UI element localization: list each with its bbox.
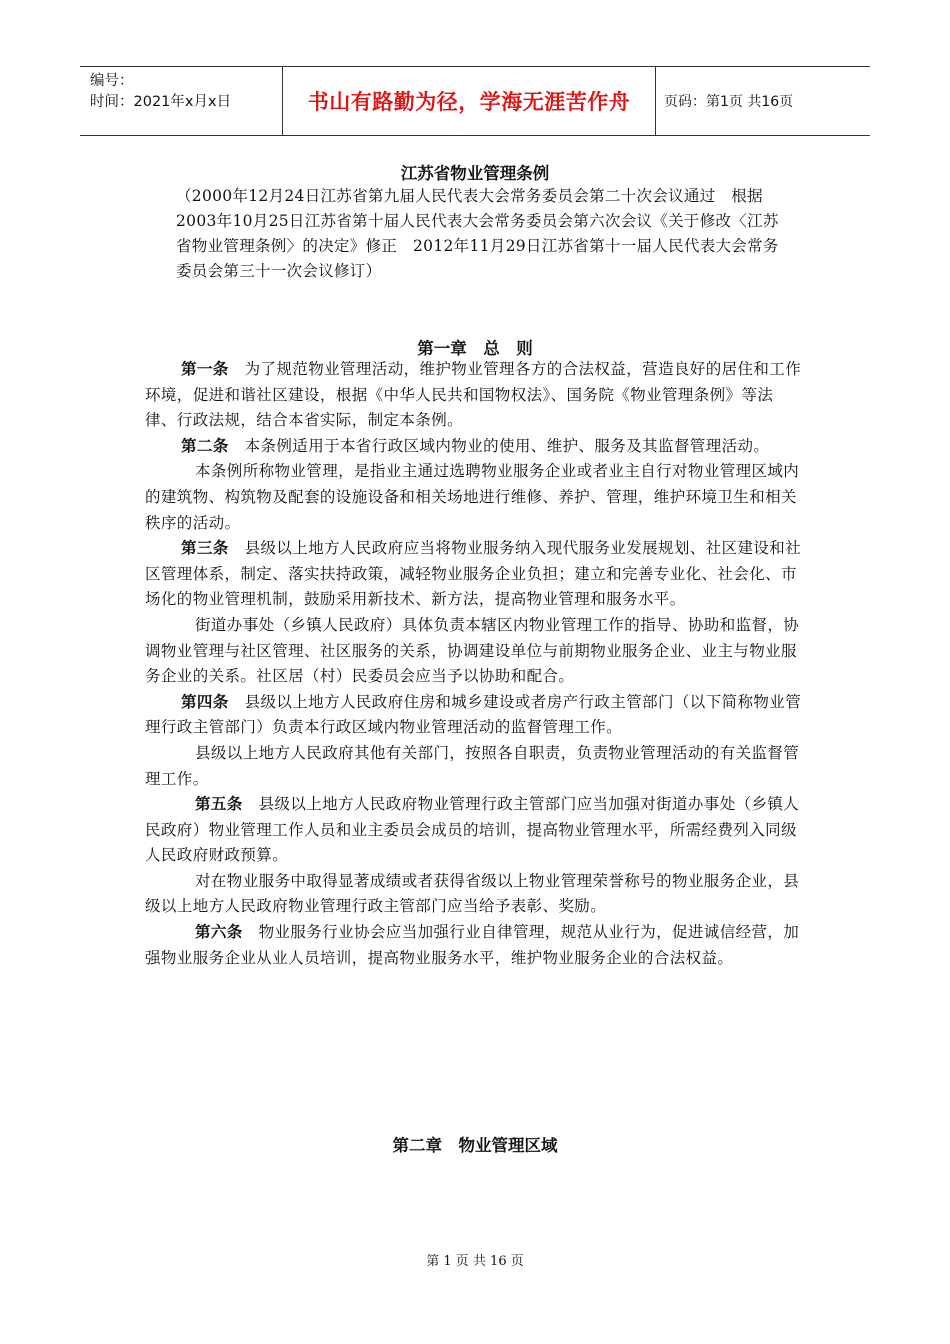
article-text: 本条例适用于本省行政区域内物业的使用、维护、服务及其监督管理活动。	[228, 436, 770, 455]
article-4	[145, 690, 805, 741]
time-label: 时间：2021年x月x日	[90, 94, 232, 110]
article-text: 为了规范物业管理活动，维护物业管理各方的合法权益，营造良好的居住和工作环境，促进和谐社区建设，根据《中华人民共和国物权法》、国务院《物业管理条例》等法律、行政法规，结合本省实际，制定本条例。	[145, 360, 802, 430]
article-2-para-2	[145, 459, 805, 536]
chapter-1-body	[145, 357, 805, 971]
article-3	[145, 536, 805, 613]
article-text: 县级以上地方人民政府住房和城乡建设或者房产行政主管部门（以下简称物业管理行政主管部门）负责本行政区域内物业管理活动的监督管理工作。	[145, 692, 802, 737]
article-text: 县级以上地方人民政府物业管理行政主管部门应当加强对街道办事处（乡镇人民政府）物业管理工作人员和业主委员会成员的培训，提高物业管理水平，所需经费列入同级人民政府财政预算。	[145, 795, 800, 865]
article-text: 县级以上地方人民政府其他有关部门，按照各自职责，负责物业管理活动的有关监督管理工作。	[145, 743, 800, 788]
article-text: 对在物业服务中取得显著成绩或者获得省级以上物业管理荣誉称号的物业服务企业，县级以上地方人民政府物业管理行政主管部门应当给予表彰、奖励。	[145, 871, 800, 916]
article-label: 第二条	[181, 436, 229, 455]
article-4-para-2	[145, 741, 805, 792]
article-text: 物业服务行业协会应当加强行业自律管理，规范从业行为，促进诚信经营，加强物业服务企业从业人员培训，提高物业服务水平，维护物业服务企业的合法权益。	[145, 923, 800, 967]
article-label: 第五条	[195, 795, 243, 814]
article-5-para-2	[145, 869, 805, 920]
article-text: 街道办事处（乡镇人民政府）具体负责本辖区内物业管理工作的指导、协助和监督，协调物业管理与社区管理、社区服务的关系，协调建设单位与前期物业服务企业、业主与物业服务企业的关系。社区居（村）民委员会应当予以协助和配合。	[145, 615, 800, 686]
document-preface: （2000年12月24日江苏省第九届人民代表大会常务委员会第二十次会议通过 根据2003年10月25日江苏省第十届人民代表大会常务委员会第六次会议《关于修改〈江苏省物业管理条例〉的决定》修正 2012年11月29日江苏省第十一届人民代表大会常务委员会第三十一次会议修订）	[176, 187, 779, 280]
article-label: 第六条	[195, 923, 243, 942]
header-meta	[80, 67, 283, 135]
article-1	[145, 357, 805, 434]
header-motto: 书山有路勤为径，学海无涯苦作舟	[283, 67, 656, 135]
article-6	[145, 920, 805, 971]
header-page-info: 页码：第1页 共16页	[664, 94, 794, 110]
article-5	[145, 792, 805, 869]
chapter-1-title: 第一章 总 则	[417, 339, 533, 358]
article-3-para-2	[145, 613, 805, 690]
article-2	[145, 434, 805, 460]
article-text: 县级以上地方人民政府应当将物业服务纳入现代服务业发展规划、社区建设和社区管理体系，制定、落实扶持政策，减轻物业服务企业负担；建立和完善专业化、社会化、市场化的物业管理机制，鼓励采用新技术、新方法，提高物业管理和服务水平。	[145, 539, 802, 609]
article-label: 第四条	[181, 692, 229, 711]
document-title: 江苏省物业管理条例	[400, 164, 550, 183]
article-text: 本条例所称物业管理，是指业主通过选聘物业服务企业或者业主自行对物业管理区域内的建筑物、构筑物及配套的设施设备和相关场地进行维修、养护、管理，维护环境卫生和相关秩序的活动。	[145, 462, 800, 532]
article-label: 第三条	[181, 539, 229, 558]
article-label: 第一条	[181, 360, 229, 378]
page-footer: 第 1 页 共 16 页	[426, 1254, 524, 1269]
number-label: 编号：	[90, 73, 134, 89]
chapter-2-title: 第二章 物业管理区域	[392, 1136, 558, 1155]
page-header	[80, 66, 870, 136]
